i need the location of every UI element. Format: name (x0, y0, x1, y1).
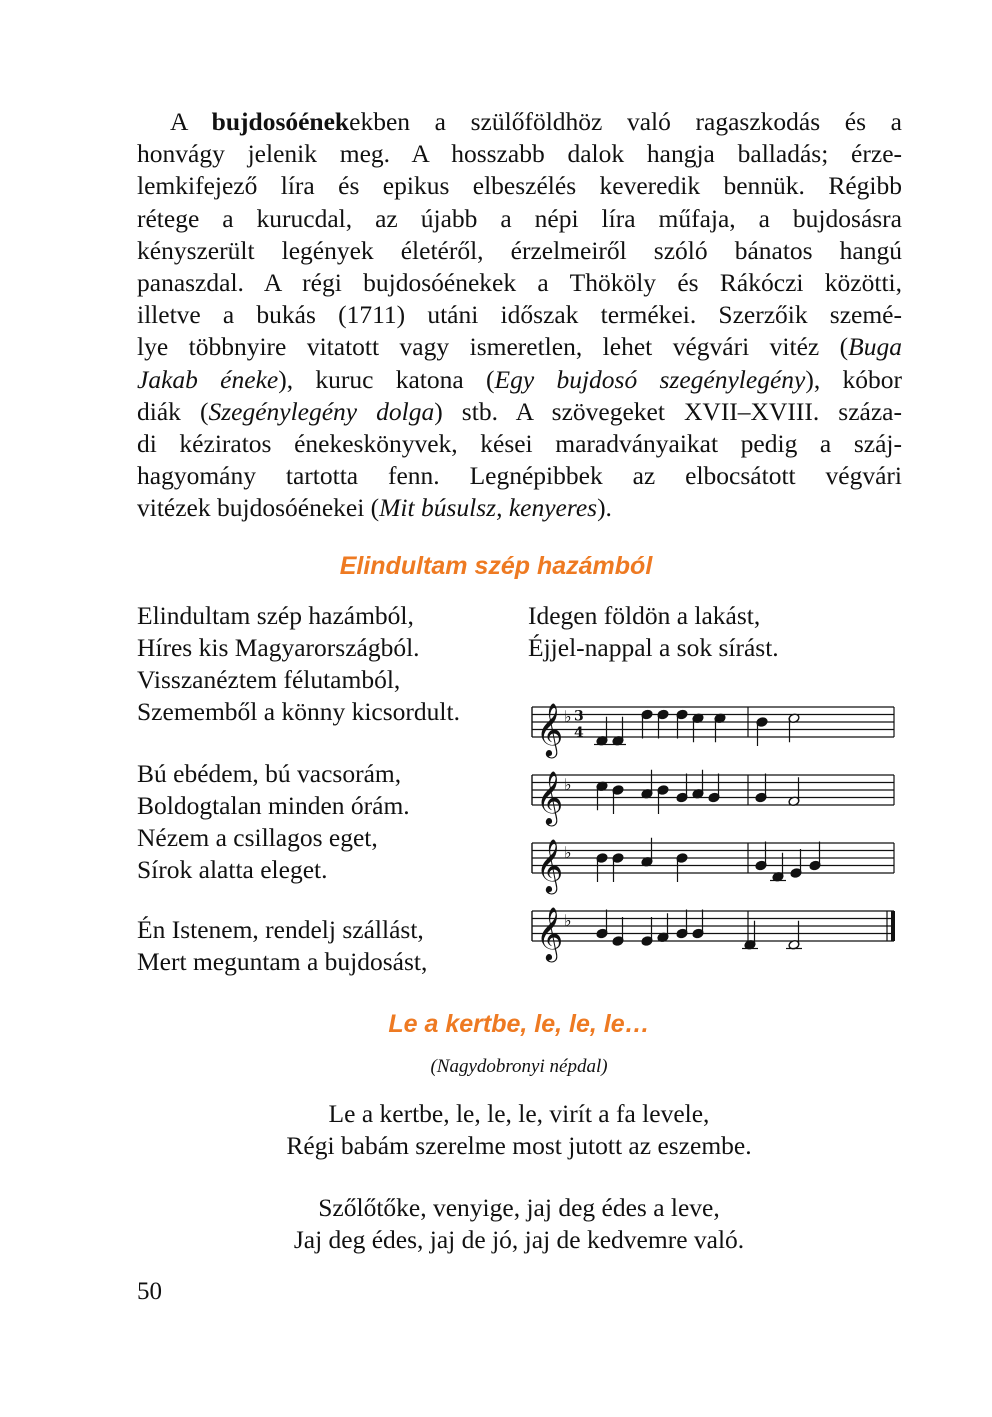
verse-line: Jaj deg édes, jaj de jó, jaj de kedvemre való. (293, 1225, 745, 1254)
intro-text: diák ( (137, 396, 209, 426)
treble-clef-icon: 𝄞 (536, 702, 564, 756)
song-title-elindultam: Elindultam szép hazámból (339, 552, 653, 580)
verse-line: Mert meguntam a bujdosást, (137, 947, 428, 976)
intro-line (137, 203, 902, 235)
intro-text: di kéziratos énekeskönyvek, kései maradványaikat pedig a száj- (137, 429, 902, 459)
intro-line (137, 106, 902, 138)
page-number: 50 (137, 1278, 162, 1305)
verse-stanza-4 (528, 600, 779, 664)
intro-line (137, 267, 902, 299)
intro-line (137, 428, 902, 460)
intro-text: illetve a bukás (1711) utáni időszak termékei. Szerzőik szemé- (137, 300, 902, 330)
verse-stanza-2 (137, 758, 410, 886)
intro-line (137, 460, 902, 492)
intro-text: honvágy jelenik meg. A hosszabb dalok hangja balladás; érze- (137, 139, 902, 169)
intro-text: panaszdal. A régi bujdosóénekek a Thököly és Rákóczi közötti, (137, 268, 902, 298)
flat-icon: ♭ (564, 843, 572, 862)
intro-text: hagyomány tartotta fenn. Legnépibbek az elbocsátott végvári (137, 461, 902, 491)
verse-stanza-3 (137, 914, 427, 978)
flat-icon: ♭ (564, 775, 572, 794)
intro-text: ). (597, 493, 612, 523)
time-signature-top: 3 (574, 708, 584, 725)
verse-line: Elindultam szép hazámból, (137, 601, 414, 630)
intro-line (137, 170, 902, 202)
flat-icon: ♭ (564, 911, 572, 930)
intro-line (137, 138, 902, 170)
intro-text: kényszerült legények életéről, érzelmeiről szóló bánatos hangú (137, 235, 902, 265)
intro-text: Buga (848, 332, 902, 362)
verse-line: Híres kis Magyarországból. (137, 633, 420, 662)
intro-text: ), kuruc katona ( (278, 364, 495, 394)
intro-text: lemkifejező líra és epikus elbeszélés keveredik bennük. Régibb (137, 171, 902, 201)
intro-line (137, 492, 902, 524)
verse-line: Éjjel-nappal a sok sírást. (528, 633, 779, 662)
verse-line: Boldogtalan minden órám. (137, 791, 410, 820)
verse-line: Nézem a csillagos eget, (137, 823, 378, 852)
intro-line (137, 396, 902, 428)
intro-line (137, 299, 902, 331)
intro-text: vitézek bujdosóénekei ( (137, 493, 380, 523)
final-bar-thick (891, 911, 895, 941)
intro-line (137, 235, 902, 267)
verse-stanza-kert-2 (0, 1192, 992, 1256)
verse-line: Le a kertbe, le, le, le, virít a fa levele, (328, 1099, 710, 1128)
treble-clef-icon: 𝄞 (536, 838, 564, 892)
intro-line (137, 364, 902, 396)
intro-line (137, 331, 902, 363)
intro-text: A (170, 107, 212, 136)
time-signature-bottom: 4 (574, 725, 584, 741)
verse-line: Én Istenem, rendelj szállást, (137, 915, 424, 944)
sheet-music (530, 695, 898, 965)
intro-text: Szegénylegény dolga (208, 396, 435, 426)
verse-line: Bú ebédem, bú vacsorám, (137, 759, 402, 788)
intro-text: Mit búsulsz, kenyeres (379, 493, 598, 523)
intro-text: Jakab éneke (137, 364, 279, 394)
song-title-le-a-kertbe: Le a kertbe, le, le, le… (388, 1010, 650, 1038)
treble-clef-icon: 𝄞 (536, 906, 564, 960)
verse-line: Visszanéztem félutamból, (137, 665, 401, 694)
song-subtitle: (Nagydobronyi népdal) (430, 1056, 608, 1077)
verse-line: Szőlőtőke, venyige, jaj deg édes a leve, (318, 1193, 720, 1222)
verse-stanza-1 (137, 600, 460, 728)
verse-line: Szememből a könny kicsordult. (137, 697, 460, 726)
intro-text: ekben a szülőföldhöz való ragaszkodás és a (349, 107, 902, 136)
treble-clef-icon: 𝄞 (536, 770, 564, 824)
intro-text: ), kóbor (805, 364, 902, 394)
verse-line: Régi babám szerelme most jutott az eszembe. (286, 1131, 752, 1160)
verse-line: Sírok alatta eleget. (137, 855, 328, 884)
intro-text: ) stb. A szövegeket XVII–XVIII. száza- (434, 396, 902, 426)
intro-text: bujdosóének (211, 107, 350, 136)
intro-text: lye többnyire vitatott vagy ismeretlen, lehet végvári vitéz ( (137, 332, 849, 362)
flat-icon: ♭ (564, 707, 572, 726)
intro-paragraph (137, 106, 902, 525)
intro-text: Egy bujdosó szegénylegény (494, 364, 806, 394)
verse-stanza-kert-1 (0, 1098, 992, 1162)
verse-line: Idegen földön a lakást, (528, 601, 761, 630)
intro-text: rétege a kurucdal, az újabb a népi líra műfaja, a bujdosásra (137, 203, 902, 233)
